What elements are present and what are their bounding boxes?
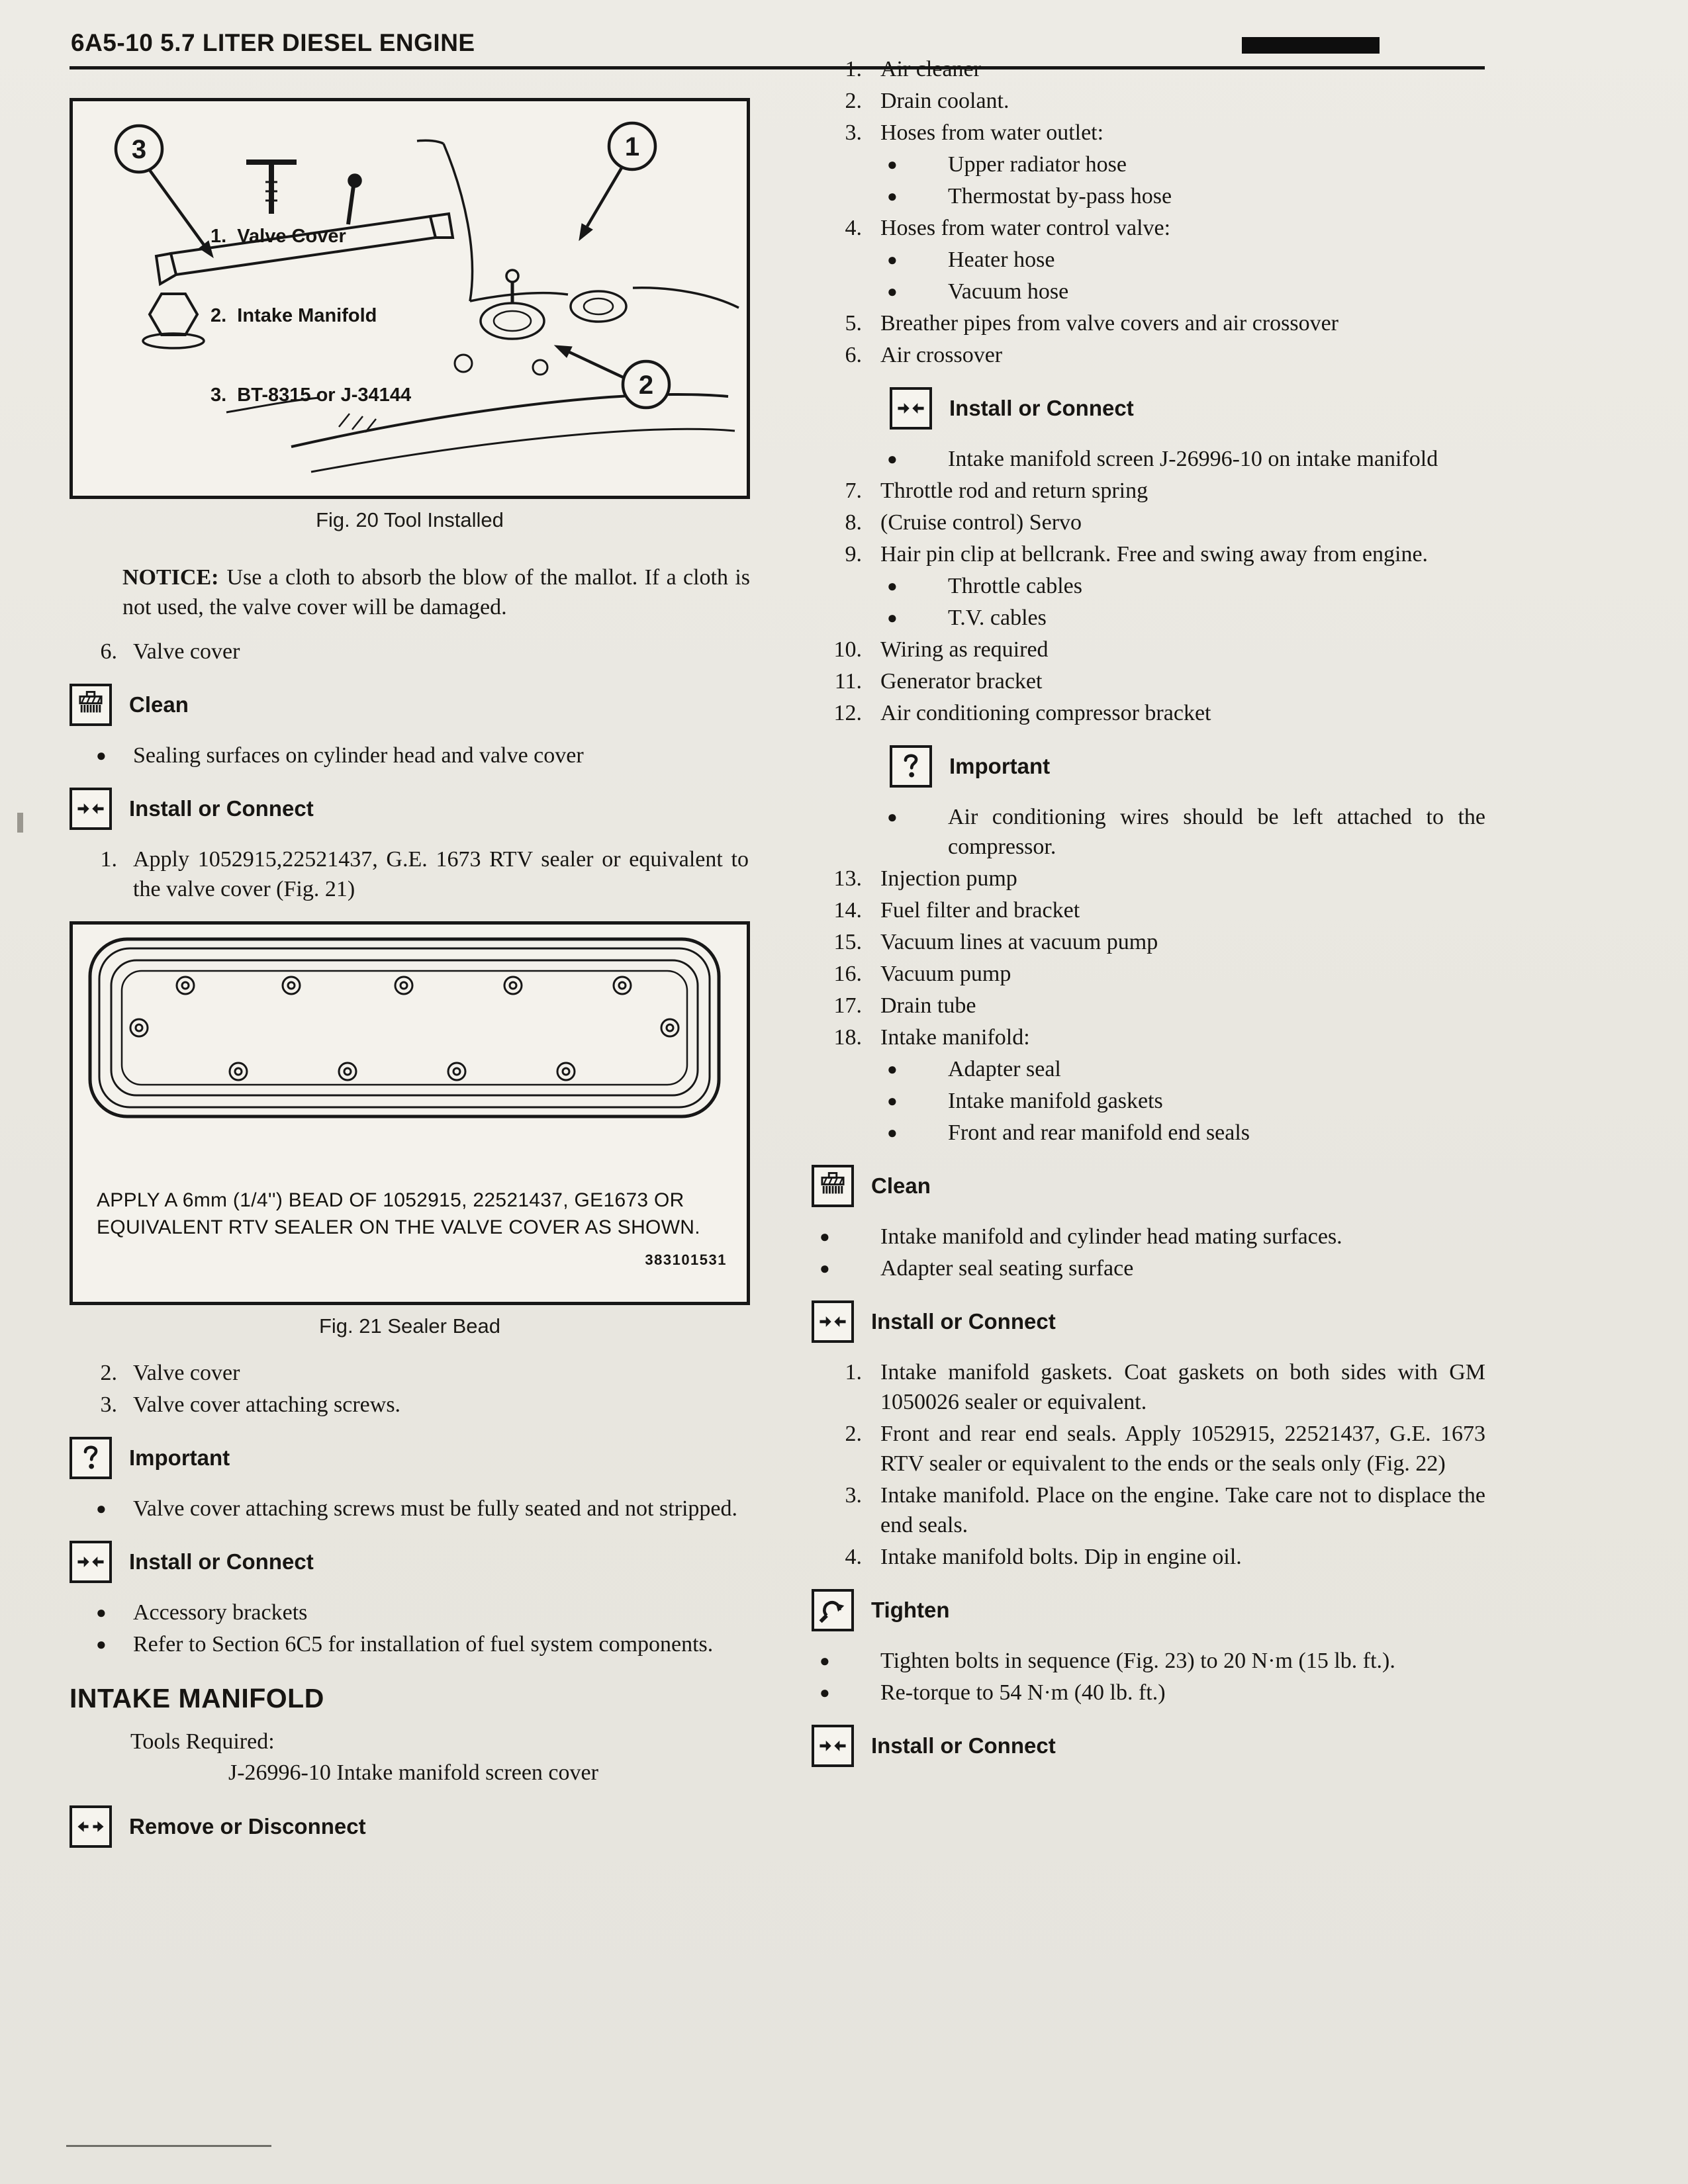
legend-line: 1. Valve Cover [211, 226, 346, 247]
action-label: Install or Connect [129, 796, 314, 821]
bullet-marker: ● [820, 1683, 830, 1702]
action-heading [70, 1805, 750, 1848]
numbered-item [802, 927, 1487, 957]
item-number: 15. [833, 930, 862, 954]
notice-text: Use a cloth to absorb the blow of the mallot. If a cloth is not used, the valve cover will be damaged. [122, 565, 750, 619]
action-heading [70, 684, 750, 726]
install-icon [890, 387, 932, 430]
bullet-marker: ● [887, 1091, 898, 1111]
item-text: Tighten bolts in sequence (Fig. 23) to 20 N·m (15 lb. ft.). [880, 1649, 1395, 1673]
item-text: Thermostat by-pass hose [948, 184, 1172, 208]
important-icon [70, 1437, 112, 1479]
action-label: Clean [129, 692, 189, 717]
bullet-item [870, 181, 1487, 211]
install-icon [812, 1725, 854, 1767]
numbered-item [802, 666, 1487, 696]
numbered-item [802, 895, 1487, 925]
bullet-item [870, 1086, 1487, 1116]
item-number: 7. [845, 478, 862, 503]
numbered-item [802, 340, 1487, 370]
item-text: Adapter seal [948, 1057, 1061, 1081]
scan-artifact-line [66, 2145, 271, 2147]
bullet-marker: ● [887, 807, 898, 827]
numbered-item [70, 637, 750, 666]
numbered-item [802, 1023, 1487, 1052]
scan-artifact-bar [1242, 37, 1380, 54]
action-label: Clean [871, 1173, 931, 1198]
item-number: 3. [100, 1392, 117, 1417]
figure-21-note: APPLY A 6mm (1/4'') BEAD OF 1052915, 22521437, GE1673 OR EQUIVALENT RTV SEALER ON THE VALVE COVER AS SHOWN. [97, 1189, 700, 1238]
legend-line: 3. BT-8315 or J-34144 [211, 385, 412, 406]
item-text: Intake manifold: [880, 1025, 1030, 1050]
action-heading [812, 1725, 1487, 1767]
bullet-item [70, 1598, 750, 1627]
item-text: Air conditioning wires should be left attached to the compressor. [948, 805, 1485, 859]
bullet-marker: ● [820, 1651, 830, 1670]
item-text: Hair pin clip at bellcrank. Free and swing away from engine. [880, 542, 1429, 567]
item-number: 9. [845, 542, 862, 567]
action-heading [812, 1165, 1487, 1207]
valve-cover-gasket-art [90, 939, 719, 1116]
item-number: 2. [845, 89, 862, 113]
bullet-item [802, 1253, 1487, 1283]
item-number: 4. [845, 216, 862, 240]
action-label: Important [129, 1445, 230, 1470]
bullet-marker: ● [887, 576, 898, 596]
right-column [802, 54, 1487, 1782]
bullet-item [870, 1118, 1487, 1148]
legend-line: 2. Intake Manifold [211, 305, 377, 326]
action-label: Install or Connect [871, 1309, 1056, 1334]
bullet-marker: ● [887, 250, 898, 269]
item-text: (Cruise control) Servo [880, 510, 1082, 535]
numbered-item [802, 991, 1487, 1021]
numbered-item [802, 959, 1487, 989]
scan-artifact-mark [17, 813, 23, 833]
clean-icon [812, 1165, 854, 1207]
item-number: 4. [845, 1545, 862, 1569]
remove-icon [70, 1805, 112, 1848]
figure-20 [70, 98, 750, 499]
item-text: Apply 1052915,22521437, G.E. 1673 RTV sealer or equivalent to the valve cover (Fig. 21) [133, 847, 749, 901]
numbered-item [802, 86, 1487, 116]
item-text: Air cleaner [880, 57, 981, 81]
item-text: Vacuum lines at vacuum pump [880, 930, 1158, 954]
item-text: Throttle cables [948, 574, 1082, 598]
numbered-item [802, 1542, 1487, 1572]
bullet-item [870, 245, 1487, 275]
figure-21 [70, 921, 750, 1305]
item-text: Intake manifold gaskets. Coat gaskets on both sides with GM 1050026 sealer or equivalent. [880, 1360, 1485, 1414]
item-text: Front and rear end seals. Apply 1052915, 22521437, G.E. 1673 RTV sealer or equivalent to the ends or the seals only (Fig. 22) [880, 1422, 1485, 1476]
important-icon [890, 745, 932, 788]
item-text: Drain coolant. [880, 89, 1009, 113]
page-title: 6A5-10 5.7 LITER DIESEL ENGINE [71, 29, 475, 56]
item-text: Valve cover [133, 1361, 240, 1385]
action-label: Important [949, 754, 1051, 778]
action-heading [890, 745, 1487, 788]
section-heading: INTAKE MANIFOLD [70, 1683, 324, 1713]
item-text: Valve cover attaching screws must be fully seated and not stripped. [133, 1496, 738, 1521]
item-text: Intake manifold bolts. Dip in engine oil. [880, 1545, 1242, 1569]
install-icon [70, 1541, 112, 1583]
action-heading [812, 1300, 1487, 1343]
bullet-marker: ● [887, 1060, 898, 1079]
bullet-marker: ● [820, 1227, 830, 1246]
callout-1: 1 [624, 132, 640, 161]
action-label: Remove or Disconnect [129, 1814, 366, 1839]
item-text: Heater hose [948, 248, 1055, 272]
item-number: 2. [100, 1361, 117, 1385]
item-number: 5. [845, 311, 862, 336]
item-text: Valve cover [133, 639, 240, 664]
bullet-marker: ● [96, 1603, 107, 1622]
numbered-item [802, 118, 1487, 148]
item-text: Upper radiator hose [948, 152, 1127, 177]
item-text: Drain tube [880, 993, 976, 1018]
numbered-item [802, 476, 1487, 506]
item-text: Intake manifold gaskets [948, 1089, 1163, 1113]
numbered-item [802, 1357, 1487, 1417]
item-text: Intake manifold. Place on the engine. Take care not to displace the end seals. [880, 1483, 1485, 1537]
bullet-marker: ● [887, 187, 898, 206]
numbered-item [802, 864, 1487, 893]
item-number: 3. [845, 120, 862, 145]
action-label: Install or Connect [871, 1733, 1056, 1758]
item-number: 14. [833, 898, 862, 923]
item-number: 1. [845, 57, 862, 81]
item-text: Fuel filter and bracket [880, 898, 1080, 923]
item-text: Vacuum hose [948, 279, 1069, 304]
action-heading [70, 788, 750, 830]
left-blocks-a [70, 563, 750, 904]
bullet-marker: ● [887, 155, 898, 174]
bullet-item [70, 741, 750, 770]
item-number: 12. [833, 701, 862, 725]
item-text: Intake manifold screen J-26996-10 on intake manifold [948, 447, 1438, 471]
item-text: Injection pump [880, 866, 1017, 891]
numbered-item [70, 1390, 750, 1420]
item-text: Front and rear manifold end seals [948, 1120, 1250, 1145]
numbered-item [802, 635, 1487, 664]
callout-2: 2 [638, 371, 654, 400]
item-number: 17. [833, 993, 862, 1018]
action-heading [890, 387, 1487, 430]
item-text: T.V. cables [948, 606, 1047, 630]
bullet-marker: ● [96, 746, 107, 765]
bullet-item [802, 1646, 1487, 1676]
item-text: Breather pipes from valve covers and air crossover [880, 311, 1339, 336]
numbered-item [802, 698, 1487, 728]
item-text: Hoses from water outlet: [880, 120, 1104, 145]
numbered-item [70, 1358, 750, 1388]
figure-21-caption: Fig. 21 Sealer Bead [318, 1314, 500, 1338]
numbered-item [802, 539, 1487, 569]
item-text: Intake manifold and cylinder head mating surfaces. [880, 1224, 1342, 1249]
item-number: 2. [845, 1422, 862, 1446]
bullet-item [870, 802, 1487, 862]
action-label: Install or Connect [129, 1549, 314, 1574]
install-icon [812, 1300, 854, 1343]
item-number: 1. [845, 1360, 862, 1385]
item-number: 6. [845, 343, 862, 367]
item-text: Sealing surfaces on cylinder head and valve cover [133, 743, 584, 768]
bullet-marker: ● [96, 1635, 107, 1654]
numbered-item [802, 54, 1487, 84]
clean-icon [70, 684, 112, 726]
bullet-item [870, 444, 1487, 474]
page-header [71, 29, 475, 57]
numbered-item [802, 213, 1487, 243]
left-column [70, 98, 750, 1862]
item-text: Adapter seal seating surface [880, 1256, 1134, 1281]
bullet-marker: ● [820, 1259, 830, 1278]
figure-21-part-number: 383101531 [645, 1251, 727, 1268]
install-icon [70, 788, 112, 830]
tools-line: J-26996-10 Intake manifold screen cover [228, 1760, 598, 1785]
item-number: 11. [834, 669, 862, 694]
item-text: Valve cover attaching screws. [133, 1392, 401, 1417]
action-heading [812, 1589, 1487, 1631]
numbered-item [70, 844, 750, 904]
item-text: Refer to Section 6C5 for installation of fuel system components. [133, 1632, 714, 1657]
bullet-item [870, 1054, 1487, 1084]
bullet-marker: ● [887, 449, 898, 469]
left-blocks-b [70, 1358, 750, 1848]
action-label: Install or Connect [949, 396, 1134, 420]
item-number: 6. [100, 639, 117, 664]
bullet-item [802, 1678, 1487, 1707]
item-text: Wiring as required [880, 637, 1049, 662]
item-text: Generator bracket [880, 669, 1043, 694]
bullet-marker: ● [96, 1499, 107, 1518]
bullet-item [70, 1629, 750, 1659]
action-label: Tighten [871, 1598, 950, 1622]
action-heading [70, 1437, 750, 1479]
bullet-marker: ● [887, 1123, 898, 1142]
item-text: Accessory brackets [133, 1600, 308, 1625]
item-text: Air crossover [880, 343, 1003, 367]
notice-paragraph [122, 563, 750, 622]
tools-required [70, 1726, 750, 1788]
bullet-item [870, 277, 1487, 306]
numbered-item [802, 1419, 1487, 1479]
figure-20-legend [211, 170, 411, 461]
item-text: Hoses from water control valve: [880, 216, 1171, 240]
callout-3: 3 [131, 135, 147, 164]
item-number: 8. [845, 510, 862, 535]
figure-21-illustration [73, 925, 747, 1136]
figure-20-caption: Fig. 20 Tool Installed [316, 508, 504, 531]
action-heading [70, 1541, 750, 1583]
item-number: 10. [833, 637, 862, 662]
bullet-marker: ● [887, 608, 898, 627]
item-text: Throttle rod and return spring [880, 478, 1149, 503]
item-number: 1. [100, 847, 117, 872]
numbered-item [802, 308, 1487, 338]
item-number: 18. [833, 1025, 862, 1050]
bullet-item [870, 571, 1487, 601]
numbered-item [802, 1480, 1487, 1540]
notice-label: NOTICE: [122, 565, 219, 590]
item-number: 13. [833, 866, 862, 891]
item-number: 16. [833, 962, 862, 986]
right-blocks [802, 54, 1487, 1767]
item-text: Re-torque to 54 N·m (40 lb. ft.) [880, 1680, 1166, 1705]
item-text: Air conditioning compressor bracket [880, 701, 1211, 725]
bullet-item [802, 1222, 1487, 1251]
bullet-item [870, 150, 1487, 179]
bullet-item [70, 1494, 750, 1524]
tighten-icon [812, 1589, 854, 1631]
bullet-item [870, 603, 1487, 633]
item-text: Vacuum pump [880, 962, 1011, 986]
item-number: 3. [845, 1483, 862, 1508]
numbered-item [802, 508, 1487, 537]
tools-title: Tools Required: [130, 1729, 275, 1754]
bullet-marker: ● [887, 282, 898, 301]
